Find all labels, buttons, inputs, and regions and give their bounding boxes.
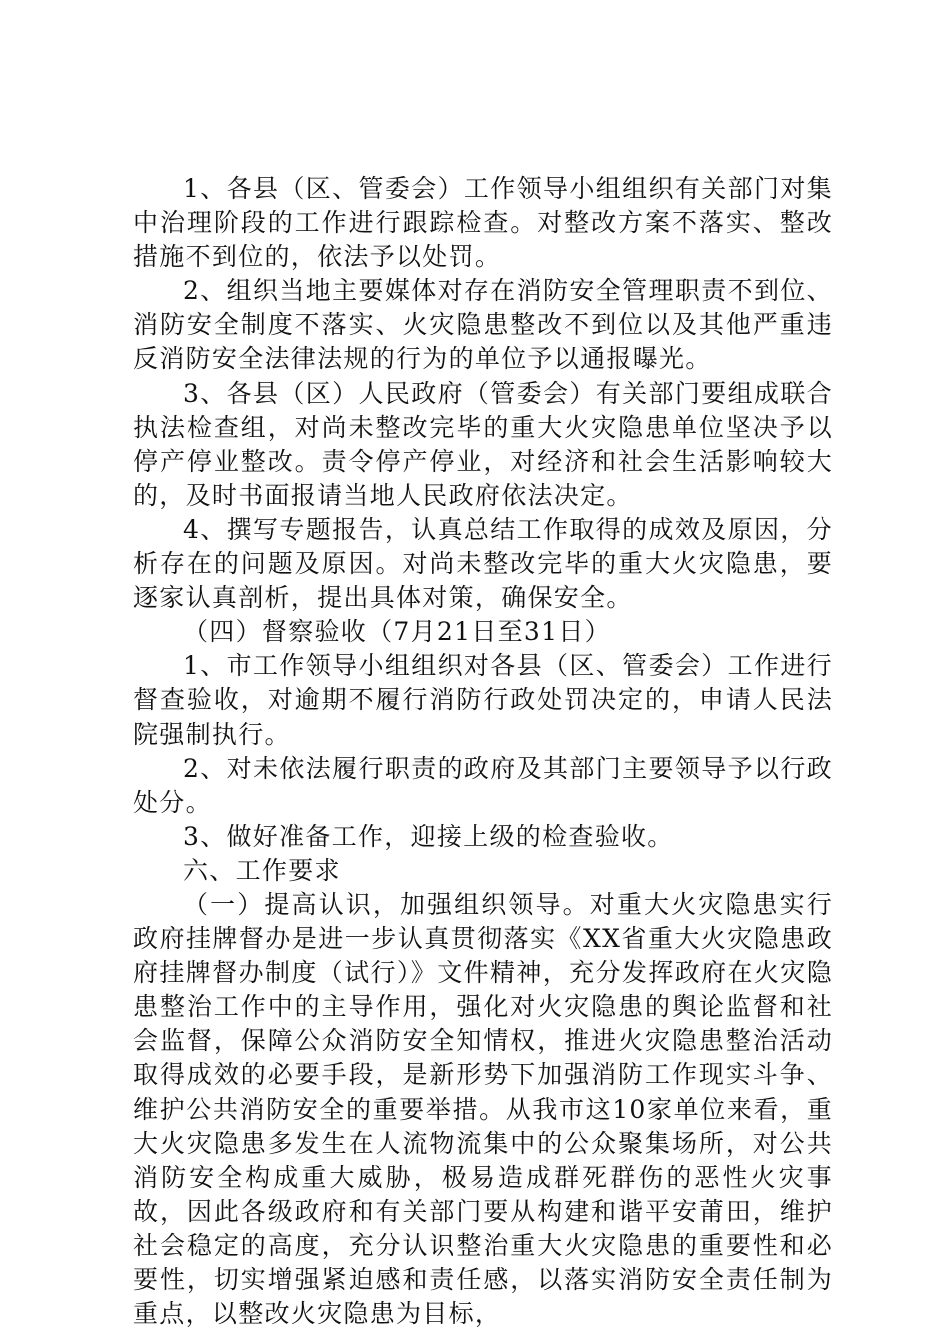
paragraph-item-8: （一）提高认识，加强组织领导。对重大火灾隐患实行政府挂牌督办是进一步认真贯彻落实《XX省重大火灾隐患政府挂牌督办制度（试行）》文件精神，充分发挥政府在火灾隐患整治工作中的主导作用，强化对火灾隐患的舆论监督和社会监督，保障公众消防安全知情权，推进火灾隐患整治活动取得成效的必要手段，是新形势下加强消防工作现实斗争、维护公共消防安全的重要举措。从我市这10家单位来看，重大火灾隐患多发生在人流物流集中的公众聚集场所，对公共消防安全构成重大威胁，极易造成群死群伤的恶性火灾事故，因此各级政府和有关部门要从构建和谐平安莆田，维护社会稳定的高度，充分认识整治重大火灾隐患的重要性和必要性，切实增强紧迫感和责任感，以落实消防安全责任制为重点，以整改火灾隐患为目标，: [133, 889, 833, 1329]
paragraph-item-3: 3、各县（区）人民政府（管委会）有关部门要组成联合执法检查组，对尚未整改完毕的重大火灾隐患单位坚决予以停产停业整改。责令停产停业，对经济和社会生活影响较大的，及时书面报请当地人民政府依法决定。: [133, 378, 833, 510]
document-body: [133, 172, 833, 1331]
paragraph-item-7: 3、做好准备工作，迎接上级的检查验收。: [183, 821, 674, 851]
section-heading-supervision: （四）督察验收（7月21日至31日）: [183, 617, 611, 647]
section-heading-requirements: 六、工作要求: [183, 855, 341, 885]
paragraph-item-2: 2、组织当地主要媒体对存在消防安全管理职责不到位、消防安全制度不落实、火灾隐患整改不到位以及其他严重违反消防安全法律法规的行为的单位予以通报曝光。: [133, 276, 833, 374]
paragraph-item-1: 1、各县（区、管委会）工作领导小组组织有关部门对集中治理阶段的工作进行跟踪检查。对整改方案不落实、整改措施不到位的，依法予以处罚。: [133, 174, 833, 272]
paragraph-item-4: 4、撰写专题报告，认真总结工作取得的成效及原因，分析存在的问题及原因。对尚未整改完毕的重大火灾隐患，要逐家认真剖析，提出具体对策，确保安全。: [133, 514, 833, 613]
paragraph-item-6: 2、对未依法履行职责的政府及其部门主要领导予以行政处分。: [133, 753, 833, 817]
paragraph-item-5: 1、市工作领导小组组织对各县（区、管委会）工作进行督查验收，对逾期不履行消防行政处罚决定的，申请人民法院强制执行。: [133, 651, 833, 749]
